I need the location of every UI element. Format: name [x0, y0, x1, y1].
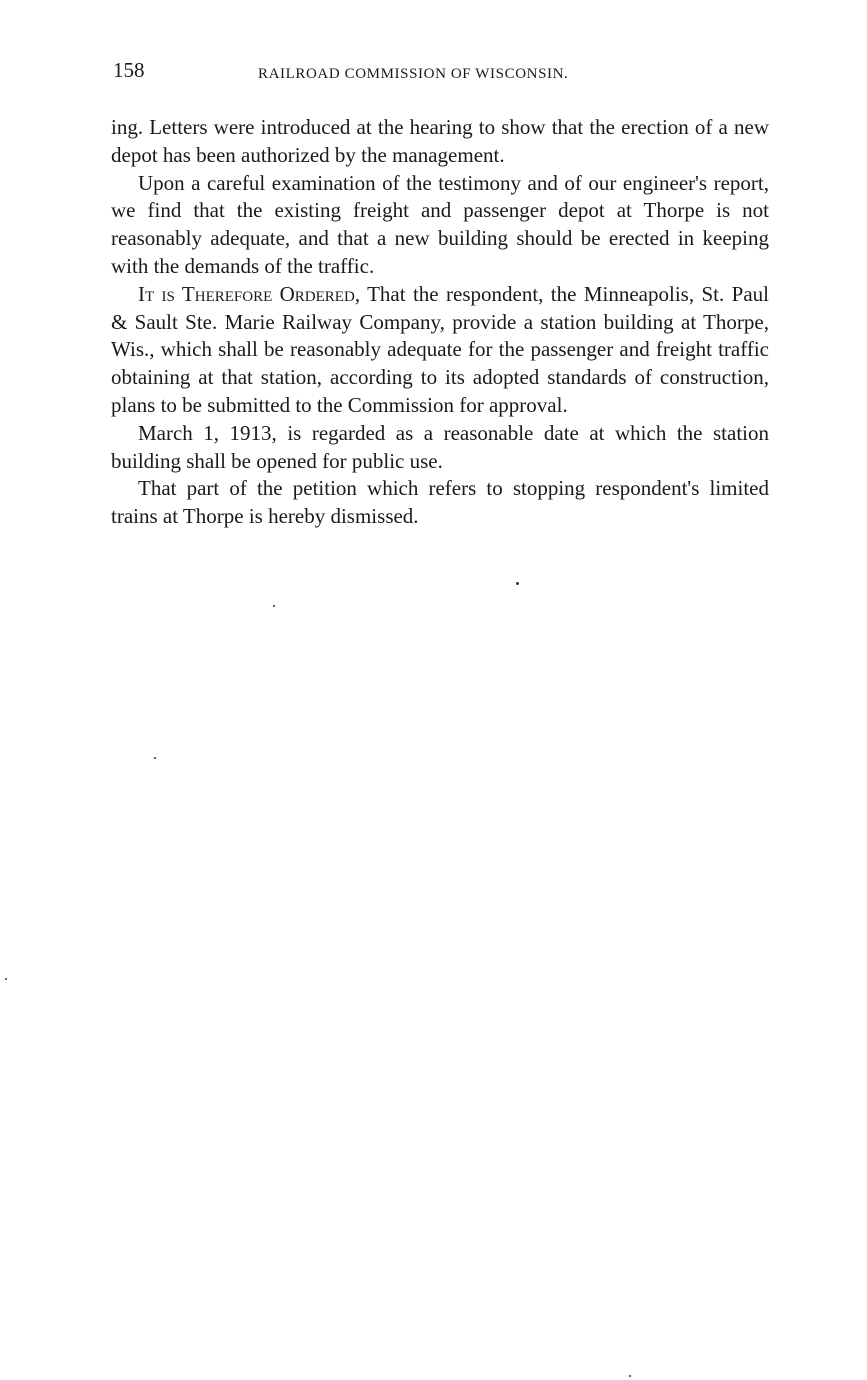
paragraph-4: March 1, 1913, is regarded as a reasonable date at which the station building shall be opened for public use.: [111, 420, 769, 473]
page-header: [113, 58, 773, 88]
paragraph-3: [111, 281, 769, 420]
body-text: [111, 114, 769, 531]
scan-speck: [516, 582, 519, 585]
page-number: 158: [113, 58, 145, 82]
scan-speck: [5, 978, 7, 980]
scan-speck: [273, 605, 275, 607]
paragraph-2: Upon a careful examination of the testimony and of our engineer's report, we find that the existing freight and passenger depot at Thorpe is not reasonably adequate, and that a new building should be erected in keeping with the demands of the traffic.: [111, 170, 769, 278]
order-lead: It is Therefore Ordered: [138, 281, 355, 306]
scan-speck: [154, 757, 156, 759]
running-head: RAILROAD COMMISSION OF WISCONSIN.: [258, 66, 569, 82]
paragraph-5: That part of the petition which refers to stopping respondent's limited trains at Thorpe is hereby dismissed.: [111, 476, 769, 529]
paragraph-1: ing. Letters were introduced at the hearing to show that the erection of a new depot has been authorized by the management.: [111, 115, 769, 167]
order-text: , That the respondent, the Minneapolis, St. Paul & Sault Ste. Marie Railway Company, provide a station building at Thorpe, Wis., which shall be reasonably adequate for the passenger and freight traffic obtaining at that station, according to its adopted standards of construction, plans to be submitted to the Commission for approval.: [111, 281, 769, 417]
scan-speck: [629, 1375, 631, 1377]
